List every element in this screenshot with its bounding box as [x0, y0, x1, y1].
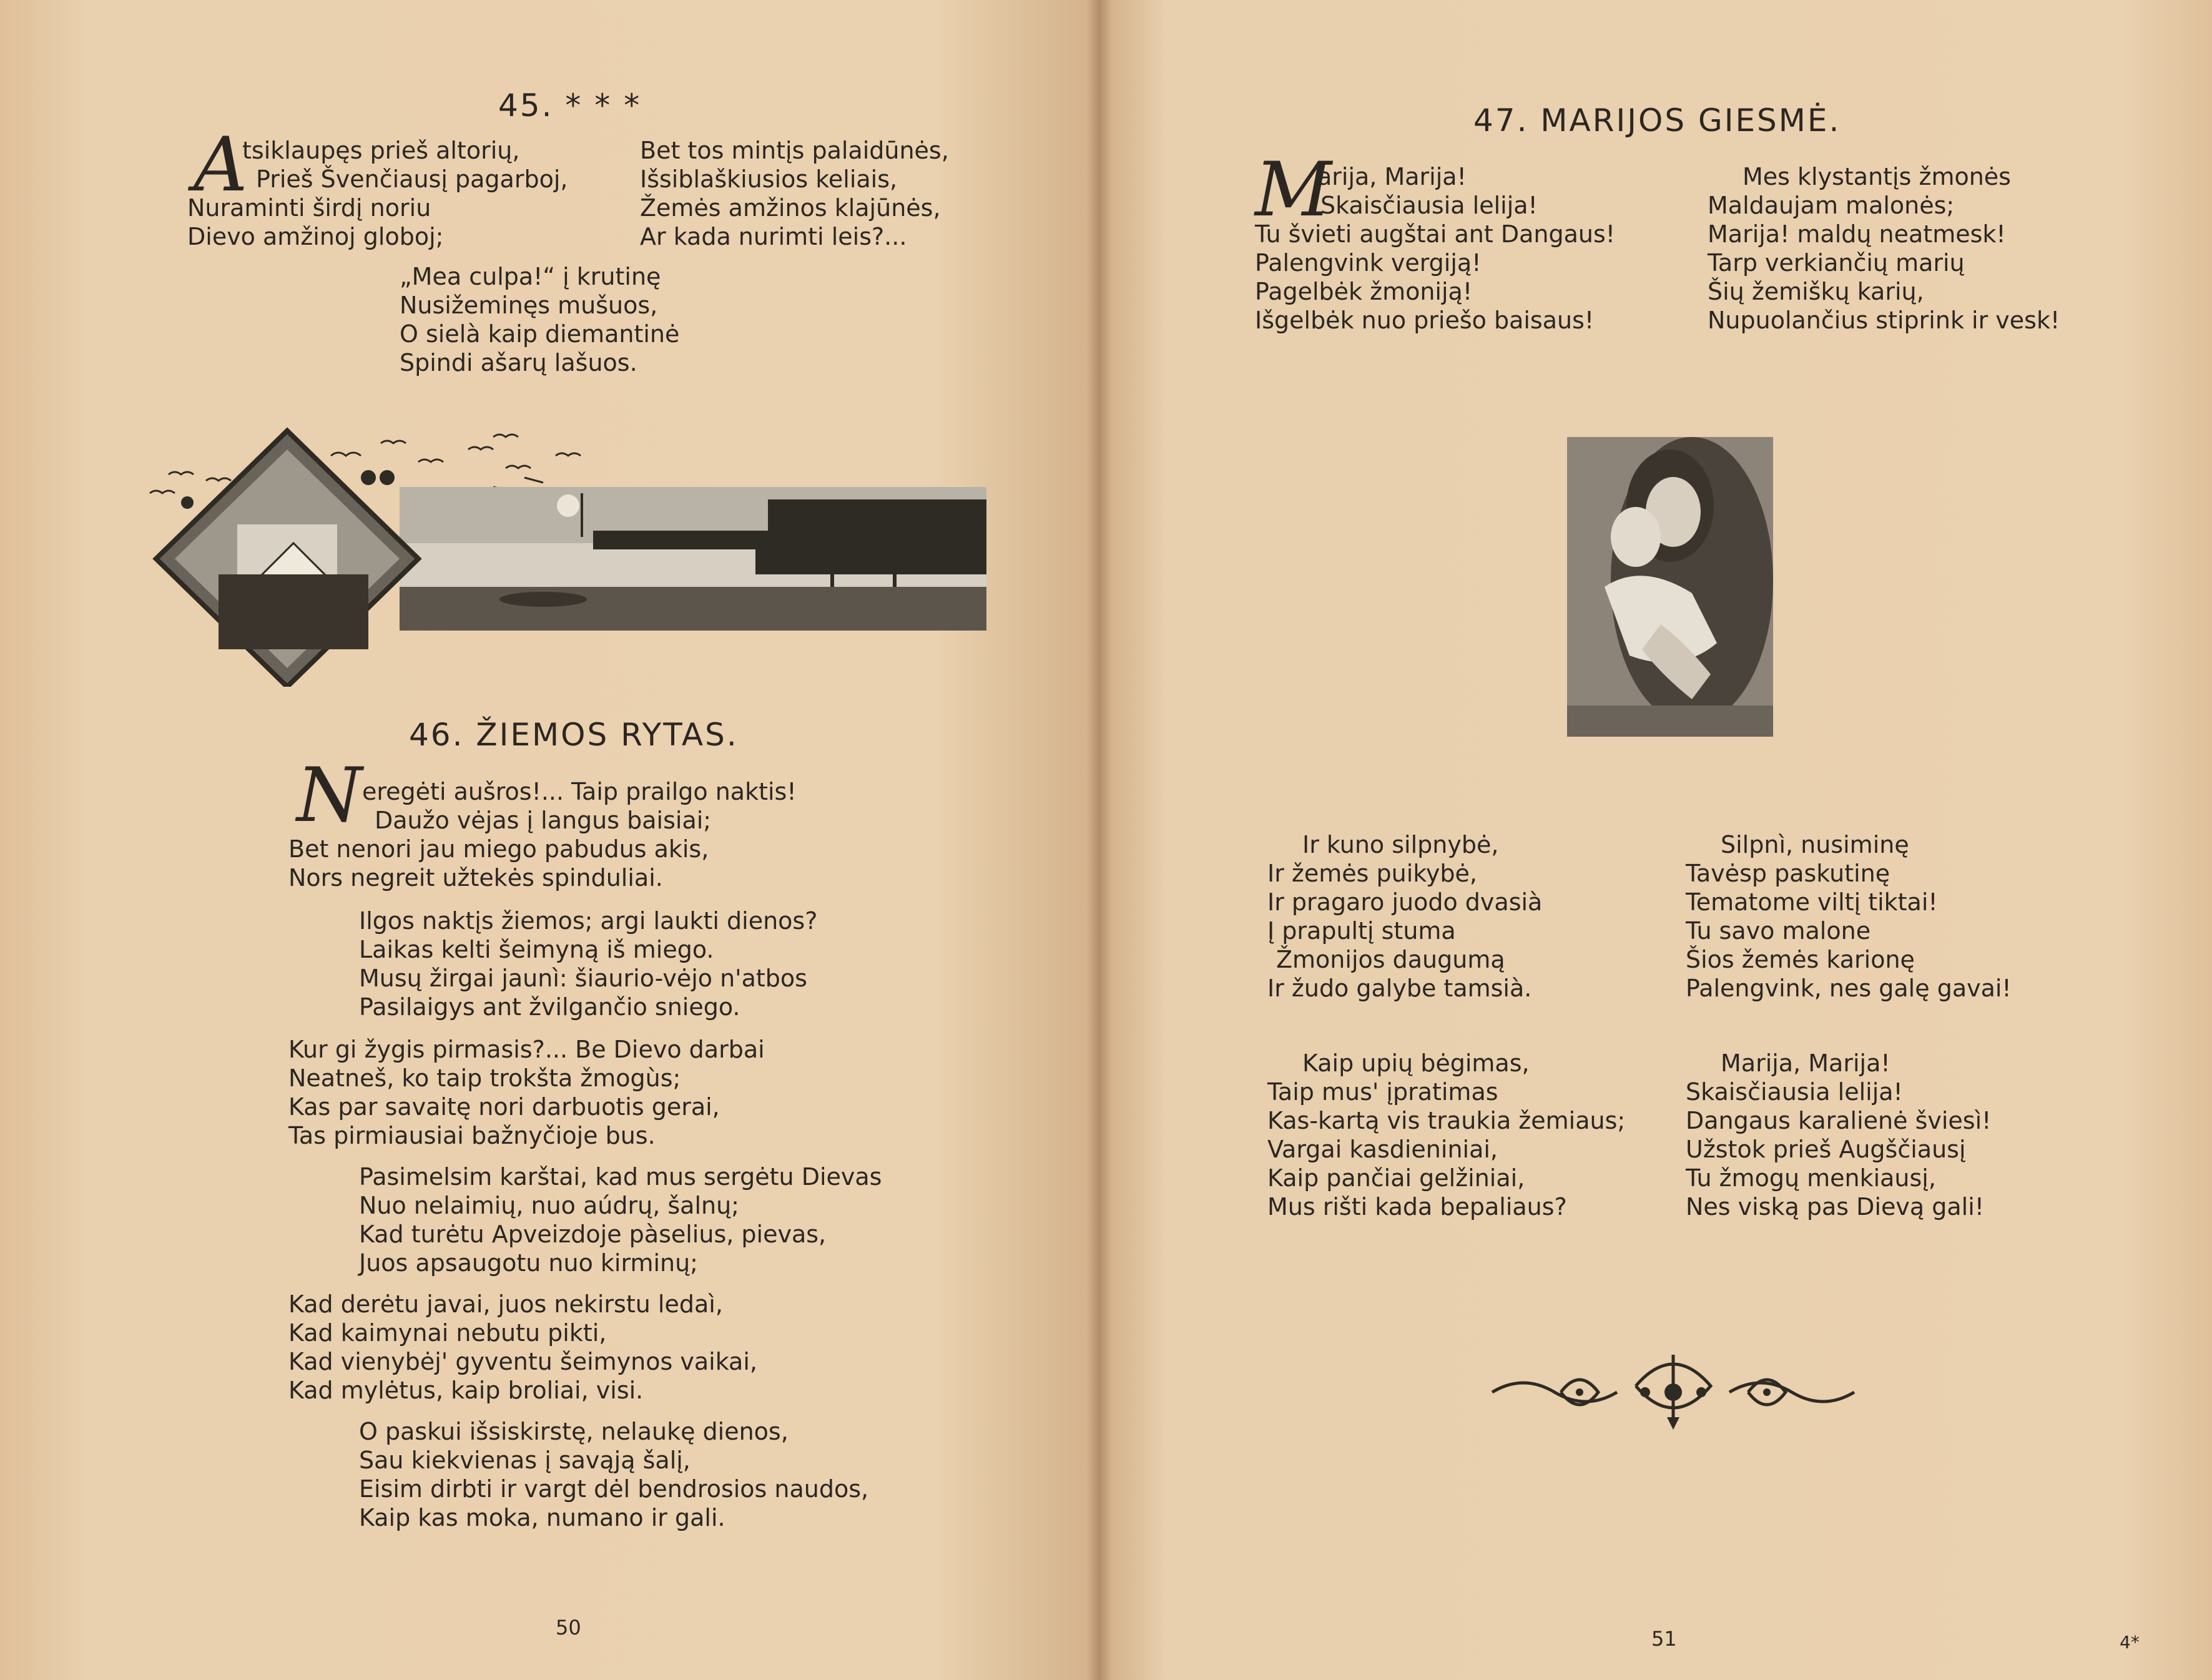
poem-line: Kaip pančiai gelžiniai,	[1267, 1164, 1525, 1192]
poem-line: Žmonijos daugumą	[1276, 946, 1505, 973]
poem-line: Vargai kasdieniniai,	[1267, 1136, 1498, 1163]
poem-line: Marija! maldų neatmesk!	[1708, 220, 2006, 248]
poem-line: Silpnì, nusiminę	[1721, 831, 1909, 858]
poem-line: Taip mus' įpratimas	[1267, 1078, 1498, 1106]
poem-line: Ir žudo galybe tamsià.	[1267, 975, 1532, 1002]
poem-line: Ilgos naktįs žiemos; argi laukti dienos?	[359, 907, 818, 935]
poem-45-column-2	[640, 136, 949, 251]
poem-line: Pasimelsim karštai, kad mus sergėtu Dievas	[359, 1163, 882, 1191]
poem-46-stanza-5	[288, 1290, 757, 1405]
poem-line: Nupuolančius stiprink ir vesk!	[1708, 307, 2060, 334]
winter-landscape-vignette	[144, 418, 993, 687]
poem-line: Nuraminti širdį noriu	[187, 194, 431, 222]
poem-line: Bet nenori jau miego pabudus akis,	[288, 835, 709, 863]
poem-line: O paskui išsiskirstę, nelaukę dienos,	[359, 1418, 789, 1445]
poem-line: Nors negreit užtekės spinduliai.	[288, 864, 663, 892]
poem-line: Šios žemės karionę	[1686, 946, 1915, 973]
poem-line: Tavėsp paskutinę	[1686, 860, 1890, 887]
poem-line: Palengvink vergiją!	[1255, 249, 1482, 277]
poem-line: Išsiblaškiusios keliais,	[640, 165, 898, 193]
poem-line: Nes viską pas Dievą gali!	[1686, 1193, 1984, 1221]
poem-line: Kas-kartą vis traukia žemiaus;	[1267, 1107, 1626, 1134]
poem-line: Nusižeminęs mušuos,	[400, 292, 658, 319]
poem-line: Sau kiekvienas į savąją šalį,	[359, 1447, 691, 1474]
poem-line: Į prapultį stuma	[1267, 917, 1456, 945]
poem-line: Kur gi žygis pirmasis?... Be Dievo darbai	[288, 1036, 765, 1063]
poem-line: Kaip upių bėgimas,	[1302, 1049, 1530, 1077]
poem-line: Tematome viltį tiktai!	[1686, 888, 1938, 916]
poem-line: Kas par savaitę nori darbuotis gerai,	[288, 1093, 720, 1121]
poem-45-column-1	[187, 136, 568, 251]
poem-line: O sielà kaip diemantinė	[400, 320, 680, 348]
poem-line: Juos apsaugotu nuo kirminų;	[359, 1249, 698, 1277]
poem-line: Tu savo malone	[1686, 917, 1871, 945]
poem-47-column-1	[1255, 162, 1615, 335]
poem-line: arija, Marija!	[1317, 163, 1467, 190]
poem-line: Kad mylėtus, kaip broliai, visi.	[288, 1377, 644, 1404]
poem-line: Išgelbėk nuo priešo baisaus!	[1255, 307, 1595, 334]
poem-46-stanza-6	[359, 1417, 868, 1532]
poem-line: Tas pirmiausiai bažnyčioje bus.	[288, 1122, 656, 1149]
page-number-right: 51	[1651, 1627, 1677, 1651]
poem-line: Kad kaimynai nebutu pikti,	[288, 1319, 607, 1347]
poem-line: tsiklaupęs prieš altorių,	[242, 137, 520, 164]
poem-line: Dangaus karalienė šviesì!	[1686, 1107, 1992, 1134]
page-number-left: 50	[556, 1616, 581, 1639]
poem-line: Skaisčiausia lelija!	[1320, 192, 1538, 219]
poem-line: Spindi ašarų lašuos.	[400, 349, 637, 376]
poem-line: Maldaujam malonės;	[1708, 192, 1955, 219]
poem-line: Pasilaigys ant žvilgančio sniego.	[359, 993, 740, 1021]
poem-line: Bet tos mintįs palaidūnės,	[640, 137, 949, 164]
poem-line: Eisim dirbti ir vargt dėl bendrosios naudos,	[359, 1475, 869, 1503]
poem-line: „Mea culpa!“ į krutinę	[400, 263, 661, 290]
poem-line: Kaip kas moka, numano ir gali.	[359, 1504, 725, 1531]
poem-line: Nuo nelaimių, nuo aúdrų, šalnų;	[359, 1192, 739, 1219]
poem-line: eregėti aušros!... Taip prailgo naktis!	[362, 778, 797, 805]
poem-line: Palengvink, nes galę gavai!	[1686, 975, 2012, 1002]
poem-45-title: 45. * * *	[498, 87, 642, 124]
poem-47-title: 47. MARIJOS GIESMĖ.	[1473, 102, 1841, 139]
poem-line: Daužo vėjas į langus baisiai;	[375, 807, 712, 834]
poem-46-stanza-1	[288, 777, 797, 892]
poem-47-dropcap: M	[1255, 147, 1332, 233]
poem-line: Ir žemės puikybė,	[1267, 860, 1477, 887]
decorative-ornament	[1486, 1348, 1861, 1430]
poem-line: Laikas kelti šeimyną iš miego.	[359, 936, 714, 963]
poem-line: Ir pragaro juodo dvasià	[1267, 888, 1543, 916]
poem-line: Prieš Švenčiausį pagarboj,	[256, 165, 568, 193]
madonna-and-child-portrait	[1567, 437, 1773, 737]
poem-line: Kad turėtu Apveizdoje pàselius, pievas,	[359, 1221, 827, 1248]
poem-line: Užstok prieš Augščiausį	[1686, 1136, 1966, 1163]
poem-line: Ir kuno silpnybė,	[1302, 831, 1499, 858]
poem-line: Neatneš, ko taip trokšta žmogùs;	[288, 1064, 681, 1092]
poem-line: Tu žmogų menkiausį,	[1686, 1164, 1936, 1192]
poem-46-dropcap: N	[297, 752, 362, 839]
poem-line: Pagelbėk žmoniją!	[1255, 278, 1473, 305]
poem-line: Mus rišti kada bepaliaus?	[1267, 1193, 1567, 1221]
poem-line: Kad vienybėj' gyventu šeimynos vaikai,	[288, 1348, 757, 1375]
signature-mark: 4*	[2120, 1632, 2140, 1653]
poem-47-column-2	[1708, 162, 2060, 335]
poem-line: Skaisčiausia lelija!	[1686, 1078, 1903, 1106]
poem-47-column-5	[1267, 1049, 1625, 1221]
poem-46-stanza-2	[359, 906, 817, 1021]
poem-line: Mes klystantįs žmonės	[1743, 163, 2011, 190]
poem-47-column-6	[1686, 1049, 1991, 1221]
poem-46-stanza-4	[359, 1162, 882, 1277]
poem-line: Šių žemiškų karių,	[1708, 278, 1924, 305]
poem-46-stanza-3	[288, 1035, 765, 1150]
poem-47-column-4	[1686, 830, 2012, 1003]
poem-line: Tu švieti augštai ant Dangaus!	[1255, 220, 1615, 248]
poem-line: Dievo amžinoj globoj;	[187, 223, 444, 250]
poem-46-title: 46. ŽIEMOS RYTAS.	[409, 717, 739, 753]
poem-line: Kad derėtu javai, juos nekirstu ledaì,	[288, 1290, 723, 1318]
book-gutter	[1086, 0, 1111, 1680]
poem-line: Marija, Marija!	[1721, 1049, 1890, 1077]
poem-45-stanza-2	[400, 262, 679, 377]
poem-line: Tarp verkiančių marių	[1708, 249, 1965, 277]
poem-line: Žemės amžinos klajūnės,	[640, 194, 941, 222]
poem-47-column-3	[1267, 830, 1542, 1003]
poem-line: Musų žirgai jaunì: šiaurio-vėjo n'atbos	[359, 965, 807, 992]
poem-45-dropcap: A	[194, 122, 248, 209]
poem-line: Ar kada nurimti leis?...	[640, 223, 907, 250]
